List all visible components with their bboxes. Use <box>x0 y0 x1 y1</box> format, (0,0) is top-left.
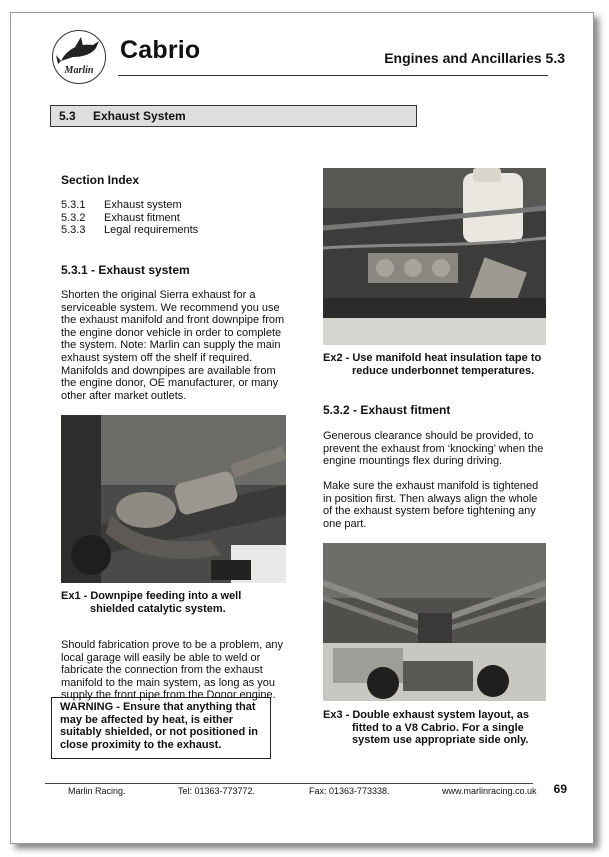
heading-531: 5.3.1 - Exhaust system <box>61 263 190 277</box>
index-item: 5.3.1 Exhaust system <box>61 199 182 211</box>
footer-tel: Tel: 01363-773772. <box>178 786 256 796</box>
photo-ex3-double-exhaust <box>323 543 546 701</box>
caption-ex3: Ex3 - Double exhaust system layout, as fitted to a V8 Cabrio. For a single system use appropriate side only. <box>323 709 530 747</box>
page-number: 69 <box>553 782 567 796</box>
footer-rule <box>45 783 533 784</box>
section-number: 5.3 <box>59 109 76 123</box>
index-heading: Section Index <box>61 173 140 187</box>
photo-ex1-downpipe <box>61 415 286 583</box>
caption-ex1: Ex1 - Downpipe feeding into a well shielded catalytic system. <box>61 590 242 615</box>
chapter-title: Engines and Ancillaries 5.3 <box>384 50 565 66</box>
index-item: 5.3.2 Exhaust fitment <box>61 211 180 224</box>
paragraph-531: Shorten the original Sierra exhaust for a serviceable system. We recommend you use the exhaust manifold and front downpipe from the engine donor vehicle in order to complete the system. Note: Marlin can supply the main exhaust system off the shelf if required. Manifolds and downpipes are available from the engine donor, OE manufacturer, or many other after market outlets. <box>61 289 285 402</box>
warning-box: WARNING - Ensure that anything that may be affected by heat, is either suitably shielded, or not positioned in close proximity to the exhaust. <box>51 697 271 759</box>
section-index-list <box>61 199 261 237</box>
marlin-logo <box>52 30 106 84</box>
section-title: Exhaust System <box>93 109 186 123</box>
paragraph-532-b: Make sure the exhaust manifold is tightened in position first. Then always align the whole of the exhaust system before tightening any one part. <box>323 480 539 530</box>
logo-wordmark: Marlin <box>64 65 94 76</box>
footer-fax: Fax: 01363-773338. <box>309 786 390 796</box>
header-rule <box>118 75 548 76</box>
paragraph-532-a: Generous clearance should be provided, to prevent the exhaust from ‘knocking’ when the engine mountings flex during driving. <box>323 430 544 468</box>
brand-title: Cabrio <box>120 36 201 64</box>
paragraph-fabrication: Should fabrication prove to be a problem, any local garage will easily be able to weld or fabricate the connection from the exhaust manifold to the main system, as long as you supply the front pipe from the Donor engine. <box>61 639 283 702</box>
caption-ex2: Ex2 - Use manifold heat insulation tape to reduce underbonnet temperatures. <box>323 352 542 377</box>
heading-532: 5.3.2 - Exhaust fitment <box>323 403 451 417</box>
index-item: 5.3.3 Legal requirements <box>61 224 199 237</box>
marlin-fish-icon <box>53 31 105 83</box>
photo-ex2-manifold <box>323 168 546 345</box>
footer-company: Marlin Racing. <box>68 786 126 796</box>
section-bar <box>50 105 417 127</box>
footer-website: www.marlinracing.co.uk <box>442 786 537 796</box>
